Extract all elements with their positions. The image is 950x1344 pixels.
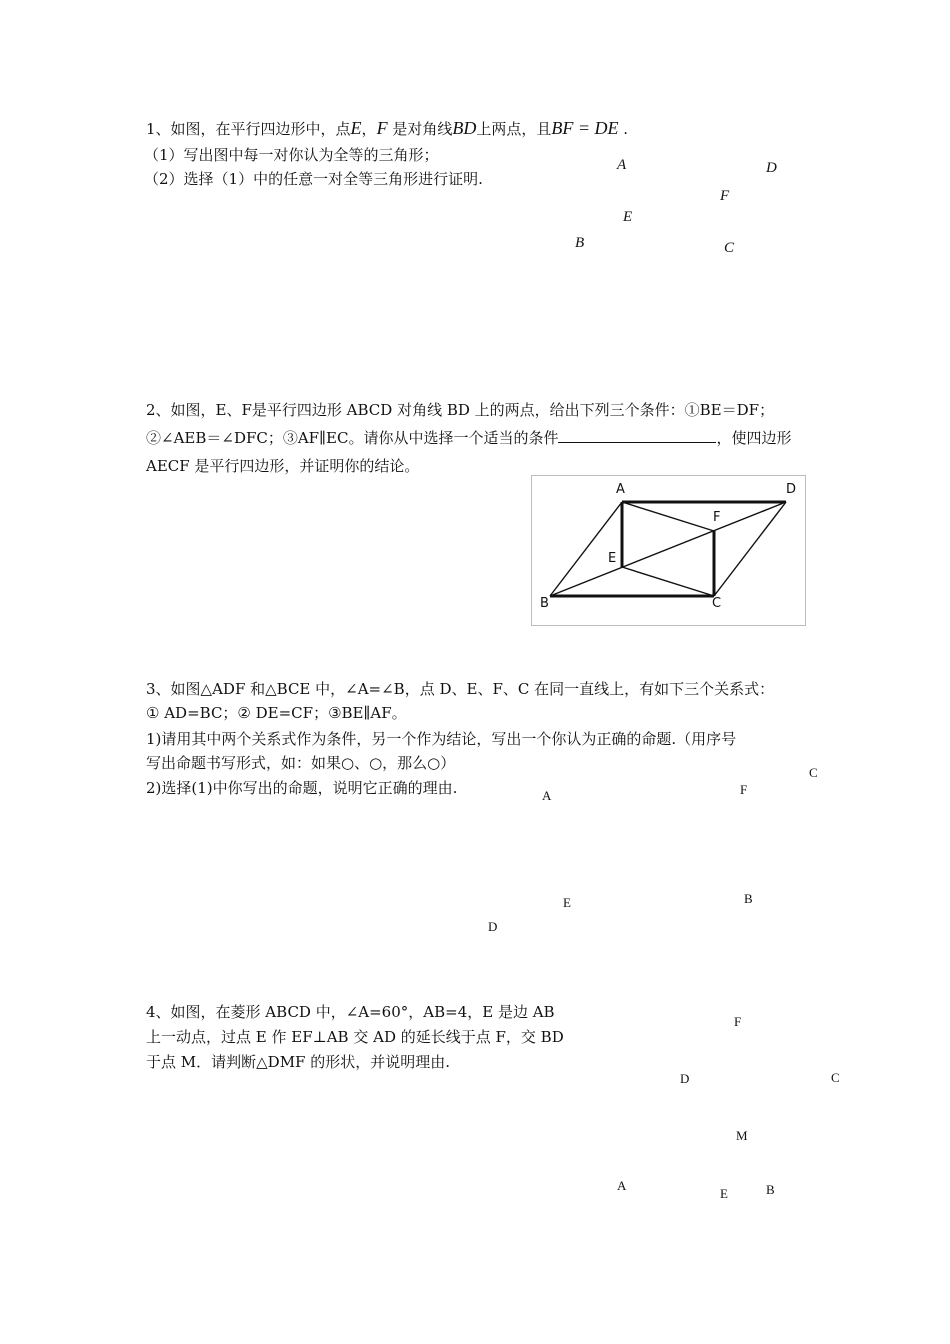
q2-label-e: E <box>608 551 617 566</box>
q3-label-a: A <box>542 788 552 803</box>
q2-label-a: A <box>616 482 625 497</box>
q1-period: . <box>618 120 629 138</box>
q4-label-a: A <box>617 1178 627 1193</box>
q3-line1: 3、如图△ADF 和△BCE 中，∠A=∠B，点 D、E、F、C 在同一直线上，有如下三个关系式： <box>146 680 775 698</box>
q1-label-c: C <box>724 240 735 256</box>
q1-equation: BF = DE <box>551 118 619 138</box>
q1-line2: （1）写出图中每一对你认为全等的三角形； <box>144 146 439 164</box>
q2-segment-af <box>622 502 714 531</box>
q1-line3: （2）选择（1）中的任意一对全等三角形进行证明. <box>144 170 483 188</box>
q4-label-c: C <box>831 1070 840 1085</box>
q1-line1 <box>146 114 628 143</box>
q4-label-f: F <box>734 1014 742 1029</box>
q2-answer-blank <box>558 428 716 443</box>
q1-label-a: A <box>617 157 627 173</box>
q2-segment-ec <box>622 567 714 596</box>
q2-figure <box>531 475 806 626</box>
q1-point-f: F <box>376 118 388 138</box>
q2-text <box>146 396 810 480</box>
q3-label-e: E <box>563 895 571 910</box>
q3-line4: 写出命题书写形式，如：如果○、○，那么○） <box>146 754 456 772</box>
q3-label-c: C <box>809 765 818 780</box>
q4-line3: 于点 M．请判断△DMF 的形状，并说明理由. <box>146 1053 450 1071</box>
q4-label-d: D <box>680 1071 690 1086</box>
q1-label-d: D <box>766 160 777 176</box>
q2-label-d: D <box>786 482 797 497</box>
q4-label-e: E <box>720 1186 728 1201</box>
q3-line2: ① AD=BC；② DE=CF；③BE∥AF。 <box>146 704 407 722</box>
q4-line2: 上一动点，过点 E 作 EF⊥AB 交 AD 的延长线于点 F，交 BD <box>146 1028 564 1046</box>
q1-text-c: 上两点，且 <box>476 120 552 138</box>
q2-text-a: 2、如图，E、F是平行四边形 ABCD 对角线 BD 上的两点，给出下列三个条件：①BE＝DF；②∠AEB＝∠DFC；③AF∥EC。请你从中选择一个适当的条件 <box>146 401 775 447</box>
q3-label-d: D <box>488 919 498 934</box>
q1-point-e: E <box>350 118 362 138</box>
q2-text-b: ，使四边形 AECF 是平行四边形，并证明你的结论。 <box>146 429 792 475</box>
q1-label-e: E <box>623 209 633 225</box>
q2-parallelogram-diagram <box>532 476 805 625</box>
q4-line1: 4、如图，在菱形 ABCD 中，∠A=60°，AB=4，E 是边 AB <box>146 1003 555 1021</box>
q1-text: 1、如图，在平行四边形中，点 <box>146 120 351 138</box>
q2-label-c: C <box>712 596 722 611</box>
q3-line5: 2)选择(1)中你写出的命题，说明它正确的理由. <box>146 779 458 797</box>
q1-comma: ， <box>361 120 377 138</box>
q2-label-b: B <box>540 596 549 611</box>
q2-label-f: F <box>713 510 721 525</box>
q3-label-f: F <box>740 782 748 797</box>
q1-diagonal-bd: BD <box>452 118 477 138</box>
q1-text-b: 是对角线 <box>387 120 453 138</box>
q4-label-b: B <box>766 1182 775 1197</box>
q3-line3: 1)请用其中两个关系式作为条件，另一个作为结论，写出一个你认为正确的命题.（用序号 <box>146 730 737 748</box>
q1-label-f: F <box>720 188 730 204</box>
q1-label-b: B <box>575 235 585 251</box>
q4-label-m: M <box>736 1128 748 1143</box>
q3-label-b: B <box>744 891 753 906</box>
